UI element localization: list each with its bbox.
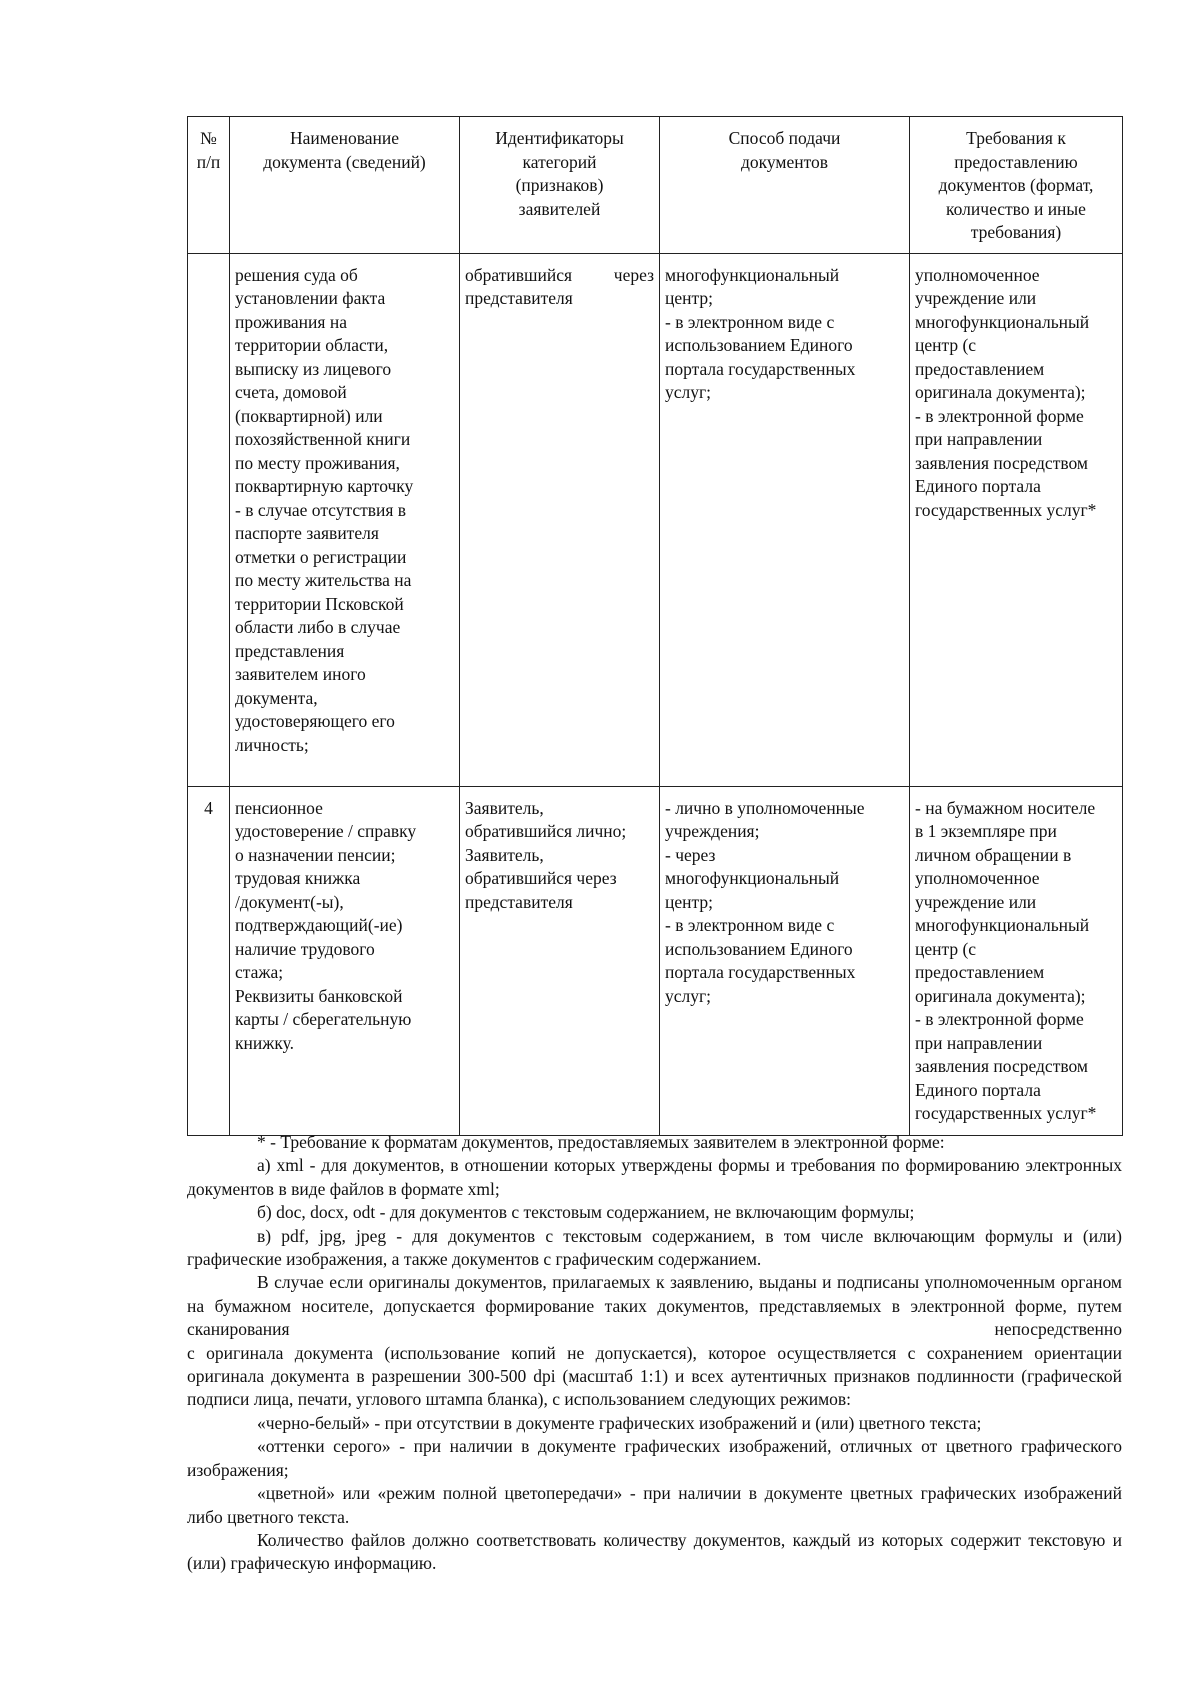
text-line: использованием Единого xyxy=(665,335,853,355)
table-row xyxy=(188,786,1123,1135)
text-line: удостоверение / справку xyxy=(235,821,417,841)
text-line: счета, домовой xyxy=(235,382,347,402)
text-line: по месту проживания, xyxy=(235,452,400,473)
text-line: Идентификаторы xyxy=(495,128,624,148)
text-line: требования) xyxy=(970,222,1062,242)
text-line: подтверждающий(-ие) xyxy=(235,915,403,935)
text-line: государственных услуг* xyxy=(915,1103,1097,1123)
text-line: /документ(-ы), xyxy=(235,891,344,912)
table-header-row xyxy=(188,117,1123,254)
text-line: представителя xyxy=(465,891,573,912)
note-paragraph: «черно-белый» - при отсутствии в документе графических изображений и (или) цветного текста; xyxy=(257,1412,982,1433)
documents-table xyxy=(187,116,1123,1136)
text-line: многофункциональный xyxy=(915,915,1090,935)
text-line: - через xyxy=(665,844,716,865)
text-line: в 1 экземпляре при xyxy=(915,821,1057,841)
header-name xyxy=(230,117,460,254)
text-line: услуг; xyxy=(665,985,712,1006)
text-line: уполномоченное xyxy=(915,868,1040,888)
text-line: Требования к xyxy=(966,128,1066,148)
note-paragraph: Количество файлов должно соответствовать количеству документов, каждый из которых содержит текстовую и (или) графическую информацию. xyxy=(187,1529,1122,1574)
text-line: поквартирную карточку xyxy=(235,476,414,496)
text-line: многофункциональный xyxy=(665,868,840,888)
text-line: - в случае отсутствия в xyxy=(235,499,407,520)
text-line: - в электронном виде с xyxy=(665,915,835,935)
text-line: заявления посредством xyxy=(915,452,1088,473)
text-line: документов (формат, xyxy=(938,175,1094,195)
note-paragraph: * - Требование к форматам документов, предоставляемых заявителем в электронной форме: xyxy=(257,1132,945,1152)
text-line: похозяйственной книги xyxy=(235,429,411,449)
cell-category xyxy=(460,253,660,786)
text-line: количество и иные xyxy=(946,198,1086,219)
text-line: о назначении пенсии; xyxy=(235,844,396,865)
text-line: книжку. xyxy=(235,1032,294,1053)
text-line: наличие трудового xyxy=(235,938,375,959)
text-line: пенсионное xyxy=(235,797,323,818)
text-line: п/п xyxy=(196,151,221,172)
cell-name xyxy=(230,253,460,786)
category-word: через xyxy=(613,264,654,285)
text-line: удостоверяющего его xyxy=(235,711,395,731)
text-line: документа (сведений) xyxy=(263,151,426,172)
note-paragraph: в) pdf, jpg, jpeg - для документов с текстовым содержанием, в том числе включающим формулы и (или) графические изображения, а также документов с графическим содержанием. xyxy=(187,1225,1122,1270)
cell-method xyxy=(660,253,910,786)
text-line: государственных услуг* xyxy=(915,499,1097,520)
cell-category xyxy=(460,786,660,1135)
text-line: (признаков) xyxy=(515,175,604,195)
text-line: области либо в случае xyxy=(235,617,401,637)
category-word: обратившийся xyxy=(465,264,573,285)
text-line: территории Псковской xyxy=(235,593,404,614)
text-line: оригинала документа); xyxy=(915,382,1086,402)
text-line: учреждение или xyxy=(915,891,1037,912)
text-line: предоставлением xyxy=(915,962,1045,982)
text-line: Единого портала xyxy=(915,476,1041,496)
cell-name xyxy=(230,786,460,1135)
text-line: документа, xyxy=(235,687,318,708)
text-line: при направлении xyxy=(915,1032,1043,1053)
format-requirements-notes xyxy=(187,1131,1122,1576)
text-line: центр (с xyxy=(915,335,977,355)
cell-num: 4 xyxy=(188,786,230,1135)
note-paragraph: «цветной» или «режим полной цветопередачи» - при наличии в документе цветных графических изображений либо цветного текста. xyxy=(187,1483,1122,1527)
note-paragraph: а) xml - для документов, в отношении которых утверждены формы и требования по формированию электронных документов в виде файлов в формате xml; xyxy=(187,1155,1122,1199)
text-line: (поквартирной) или xyxy=(235,405,383,426)
text-line: при направлении xyxy=(915,429,1043,449)
header-method xyxy=(660,117,910,254)
text-line: представителя xyxy=(465,288,573,308)
text-line: стажа; xyxy=(235,962,284,982)
text-line: предоставлению xyxy=(954,151,1078,172)
text-line: использованием Единого xyxy=(665,938,853,959)
note-paragraph: б) doc, docx, odt - для документов с текстовым содержанием, не включающим формулы; xyxy=(257,1202,915,1223)
text-line: Заявитель, xyxy=(465,844,544,865)
text-line: № xyxy=(200,128,217,148)
text-line: - в электронной форме xyxy=(915,405,1084,426)
text-line: личном обращении в xyxy=(915,844,1072,865)
text-line: учреждения; xyxy=(665,821,760,841)
text-line: заявителей xyxy=(518,198,601,219)
header-num xyxy=(188,117,230,254)
text-line: паспорте заявителя xyxy=(235,523,379,543)
cell-num xyxy=(188,253,230,786)
text-line: оригинала документа); xyxy=(915,985,1086,1006)
text-line: центр (с xyxy=(915,938,977,959)
note-paragraph: с оригинала документа (использование копий не допускается), которое осуществляется с сохранением ориентации оригинала документа в разрешении 300-500 dpi (масштаб 1:1) и всех аутентичных признаков подлинности (графической подписи лица, печати, углового штампа бланка), с использованием следующих режимов: xyxy=(187,1342,1122,1410)
text-line: уполномоченное xyxy=(915,264,1040,285)
table-row xyxy=(188,253,1123,786)
text-line: представления xyxy=(235,640,345,661)
text-line: Способ подачи xyxy=(728,128,841,148)
text-line: категорий xyxy=(522,151,597,172)
text-line: заявления посредством xyxy=(915,1056,1088,1076)
text-line: многофункциональный xyxy=(915,311,1090,332)
text-line: предоставлением xyxy=(915,358,1045,379)
text-line: услуг; xyxy=(665,382,712,402)
text-line: - лично в уполномоченные xyxy=(665,797,865,818)
text-line: портала государственных xyxy=(665,962,856,982)
text-line: Заявитель, xyxy=(465,797,544,818)
category-first-line xyxy=(465,264,654,288)
text-line: выписку из лицевого xyxy=(235,358,392,379)
text-line: по месту жительства на xyxy=(235,570,412,590)
text-line: - в электронном виде с xyxy=(665,311,835,332)
header-requirements xyxy=(910,117,1123,254)
text-line: Реквизиты банковской xyxy=(235,985,403,1006)
text-line: многофункциональный xyxy=(665,264,840,285)
text-line: центр; xyxy=(665,891,713,912)
text-line: документов xyxy=(740,151,829,172)
text-line: трудовая книжка xyxy=(235,868,361,888)
text-line: Единого портала xyxy=(915,1079,1041,1100)
text-line: Наименование xyxy=(289,128,400,148)
text-line: решения суда об xyxy=(235,264,358,285)
text-line: - на бумажном носителе xyxy=(915,797,1096,818)
text-line: центр; xyxy=(665,288,713,308)
text-line: установлении факта xyxy=(235,288,386,308)
text-line: заявителем иного xyxy=(235,664,366,684)
text-line: проживания на xyxy=(235,311,347,332)
note-paragraph: «оттенки серого» - при наличии в документе графических изображений, отличных от цветного графического изображения; xyxy=(187,1436,1122,1480)
category-rest xyxy=(465,287,654,311)
note-paragraph: В случае если оригиналы документов, прилагаемых к заявлению, выданы и подписаны уполномоченным органом на бумажном носителе, допускается формирование таких документов, представляемых в электронной форме, путем сканирования непосредственно xyxy=(187,1272,1122,1340)
text-line: личность; xyxy=(235,734,309,755)
header-category xyxy=(460,117,660,254)
text-line: карты / сберегательную xyxy=(235,1009,412,1029)
text-line: учреждение или xyxy=(915,288,1037,308)
cell-requirements xyxy=(910,786,1123,1135)
text-line: - в электронной форме xyxy=(915,1009,1084,1029)
cell-requirements xyxy=(910,253,1123,786)
cell-method xyxy=(660,786,910,1135)
text-line: обратившийся через xyxy=(465,868,617,888)
text-line: портала государственных xyxy=(665,358,856,379)
text-line: обратившийся лично; xyxy=(465,821,627,841)
text-line: территории области, xyxy=(235,335,389,355)
text-line: отметки о регистрации xyxy=(235,546,407,567)
